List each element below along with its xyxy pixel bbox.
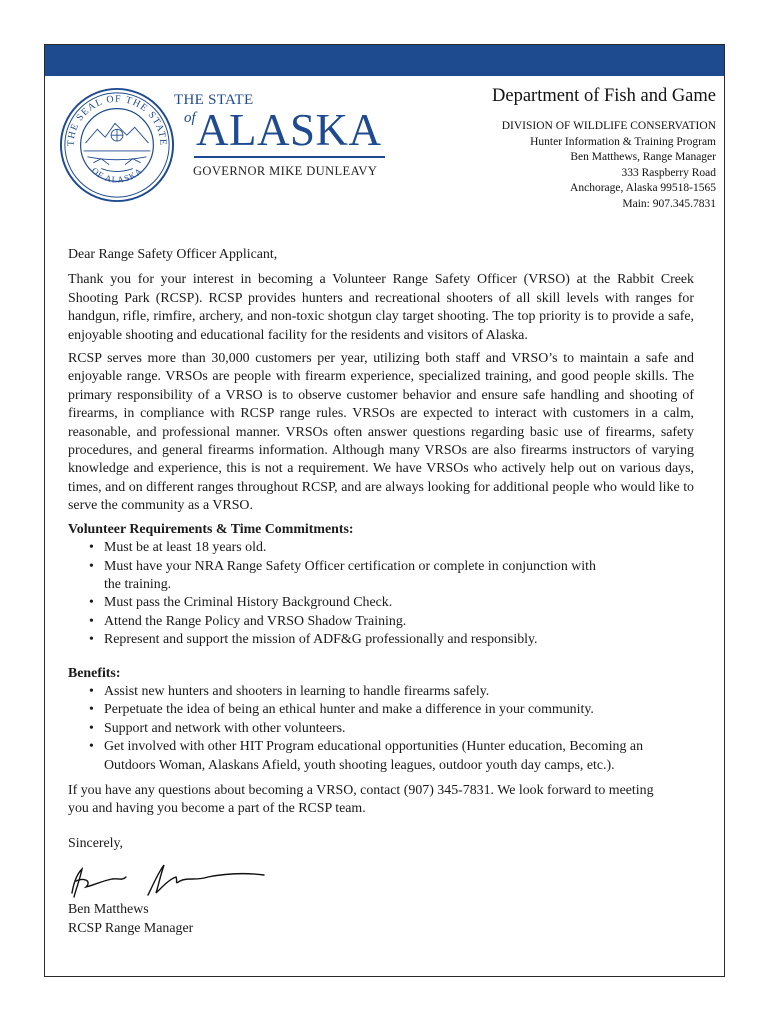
division-line: DIVISION OF WILDLIFE CONSERVATION — [501, 120, 716, 132]
state-seal-icon — [58, 86, 176, 204]
divider — [194, 156, 385, 158]
alaska-wordmark: ALASKA — [196, 105, 382, 155]
requirements-heading: Volunteer Requirements & Time Commitments: — [68, 521, 354, 537]
street-line: 333 Raspberry Road — [621, 166, 716, 179]
signer-title: RCSP Range Manager — [68, 920, 194, 936]
svg-text:OF ALASKA: OF ALASKA — [89, 165, 145, 185]
of-text: of — [184, 110, 196, 126]
list-item: • Must have your NRA Range Safety Officer certification or complete in conjunction with the training. — [68, 558, 694, 595]
closing-paragraph: If you have any questions about becoming a VRSO, contact (907) 345-7831. We look forward to meeting you and having you become a part of the RCSP team. — [68, 782, 654, 817]
list-item: • Must pass the Criminal History Background Check. — [68, 594, 694, 612]
list-item: • Get involved with other HIT Program educational opportunities (Hunter education, Becoming an Outdoors Woman, Alaskans Afield, youth shooting leagues, outdoor youth day camps, etc.). — [68, 738, 694, 775]
paragraph-about: RCSP serves more than 30,000 customers per year, utilizing both staff and VRSO’s to maintain a safe and enjoyable range. VRSOs are people with firearm experience, specialized training, and good people skills. The primary responsibility of a VRSO is to observe customer behavior and ensure safe handling and shooting of firearms, in compliance with RCSP range rules. VRSOs are expected to interact with customers in a calm, reasonable, and professional manner. VRSOs often answer questions regarding basic use of firearms, safety procedures, and general firearms information. Although many VRSOs are also firearms instructors of varying knowledge and experience, this is not a requirement. We have VRSOs who actively help out on various days, times, and on different ranges throughout RCSP, and are always looking for additional people who would like to serve the community as a VRSO. — [68, 351, 694, 514]
signer-name: Ben Matthews — [68, 902, 149, 918]
city-line: Anchorage, Alaska 99518-1565 — [570, 182, 716, 195]
requirements-list — [68, 539, 694, 649]
department-address — [492, 119, 716, 213]
header-color-bar — [45, 45, 724, 76]
the-state-text: THE STATE — [174, 92, 254, 108]
list-item: • Perpetuate the idea of being an ethical hunter and make a difference in your community. — [68, 701, 694, 719]
benefits-list — [68, 683, 694, 775]
list-item: • Support and network with other volunteers. — [68, 720, 694, 738]
manager-line: Ben Matthews, Range Manager — [570, 151, 716, 164]
benefits-heading: Benefits: — [68, 665, 121, 681]
phone-line: Main: 907.345.7831 — [622, 197, 716, 210]
greeting: Dear Range Safety Officer Applicant, — [68, 247, 278, 262]
program-line: Hunter Information & Training Program — [530, 135, 716, 148]
list-item: • Attend the Range Policy and VRSO Shadow Training. — [68, 613, 694, 631]
signature-image — [68, 859, 268, 901]
list-item: • Assist new hunters and shooters in learning to handle firearms safely. — [68, 683, 694, 701]
svg-text:THE SEAL OF THE STATE: THE SEAL OF THE STATE — [65, 93, 169, 147]
list-item: • Represent and support the mission of ADF&G professionally and responsibly. — [68, 631, 694, 649]
department-block — [492, 86, 716, 213]
list-item: • Must be at least 18 years old. — [68, 539, 694, 557]
letter-body — [68, 246, 694, 938]
governor-line: GOVERNOR MIKE DUNLEAVY — [193, 164, 378, 178]
sign-off: Sincerely, — [68, 835, 124, 851]
department-title: Department of Fish and Game — [492, 86, 716, 106]
paragraph-intro: Thank you for your interest in becoming a Volunteer Range Safety Officer (VRSO) at the Rabbit Creek Shooting Park (RCSP). RCSP provides hunters and recreational shooters of all skill levels with ranges for handgun, rifle, rimfire, archery, and non-toxic shotgun clay target shooting. The top priority is to provide a safe, enjoyable shooting and educational facility for the residents and visitors of Alaska. — [68, 272, 694, 343]
